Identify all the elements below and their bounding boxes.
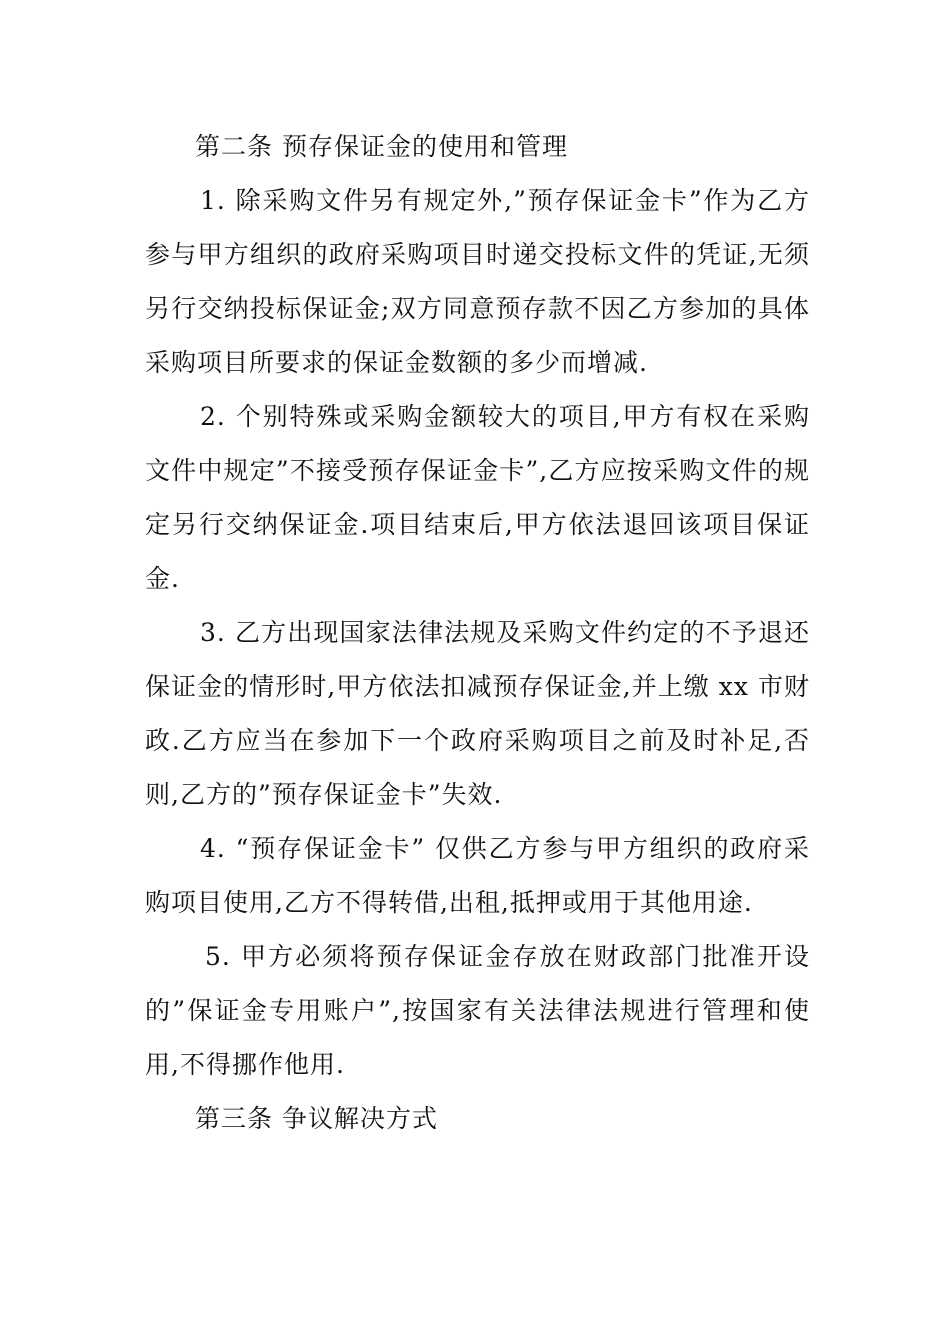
clause-3: 3. 乙方出现国家法律法规及采购文件约定的不予退还保证金的情形时,甲方依法扣减预存保证金,并上缴 xx 市财政.乙方应当在参加下一个政府采购项目之前及时补足,否则,乙方的”预存保证金卡”失效. xyxy=(145,618,810,809)
clause-5: 5. 甲方必须将预存保证金存放在财政部门批准开设的”保证金专用账户”,按国家有关法律法规进行管理和使用,不得挪作他用. xyxy=(145,942,810,1079)
clause-1: 1. 除采购文件另有规定外,”预存保证金卡”作为乙方参与甲方组织的政府采购项目时递交投标文件的凭证,无须另行交纳投标保证金;双方同意预存款不因乙方参加的具体采购项目所要求的保证金数额的多少而增减. xyxy=(145,186,810,377)
clause-4: 4. “预存保证金卡” 仅供乙方参与甲方组织的政府采购项目使用,乙方不得转借,出租,抵押或用于其他用途. xyxy=(145,834,810,917)
document-body xyxy=(145,120,810,1146)
article-2-heading: 第二条 预存保证金的使用和管理 xyxy=(195,132,568,161)
clause-2: 2. 个别特殊或采购金额较大的项目,甲方有权在采购文件中规定”不接受预存保证金卡”,乙方应按采购文件的规定另行交纳保证金.项目结束后,甲方依法退回该项目保证金. xyxy=(145,402,810,593)
article-3-heading: 第三条 争议解决方式 xyxy=(195,1104,438,1133)
